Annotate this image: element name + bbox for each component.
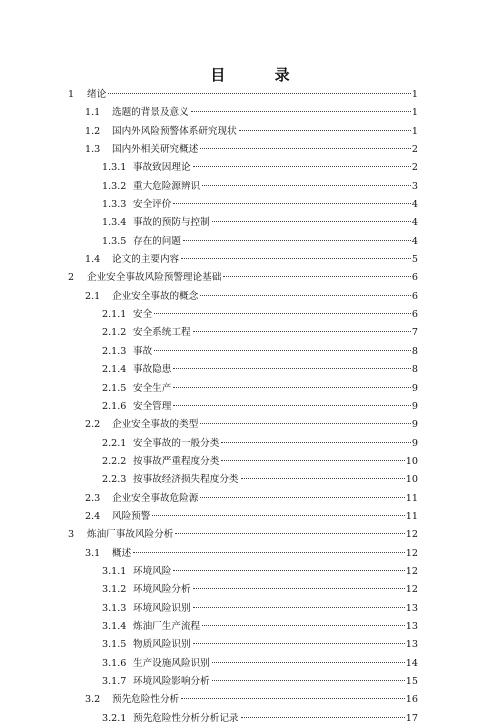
toc-entry-number: 1.4	[85, 254, 101, 266]
toc-entry-number: 3.2	[85, 694, 101, 706]
toc-entry-title: 企业安全事故风险预警理论基础	[87, 272, 222, 284]
dot-leader	[152, 515, 404, 516]
toc-entry-page-number: 9	[411, 419, 418, 431]
toc-entry-page-number: 2	[411, 144, 418, 156]
toc-entry-page-number: 11	[405, 510, 418, 522]
toc-entry-title: 预先危险性分析	[112, 694, 180, 706]
toc-entry-number: 1.3.3	[102, 199, 127, 211]
toc-entry-number: 2.1.4	[102, 364, 127, 376]
toc-entry[interactable]	[68, 710, 418, 728]
dot-leader	[193, 166, 411, 167]
toc-entry[interactable]	[68, 490, 418, 508]
toc-entry-page-number: 10	[405, 455, 418, 467]
dot-leader	[154, 350, 411, 351]
toc-entry[interactable]	[68, 581, 418, 599]
toc-entry-number: 2.2.1	[102, 437, 127, 449]
toc-entry-page-number: 17	[405, 712, 418, 724]
toc-entry[interactable]	[68, 435, 418, 453]
toc-entry[interactable]	[68, 636, 418, 654]
dot-leader	[175, 533, 404, 534]
dot-leader	[193, 607, 405, 608]
toc-entry-number: 3.1.6	[102, 657, 127, 669]
dot-leader	[193, 331, 411, 332]
toc-entry-title: 炼油厂生产流程	[133, 620, 201, 632]
toc-entry-number: 3.1.1	[102, 565, 127, 577]
dot-leader	[173, 570, 404, 571]
toc-entry-page-number: 12	[405, 565, 418, 577]
toc-entry[interactable]	[68, 159, 418, 177]
toc-entry[interactable]	[68, 618, 418, 636]
toc-entry-title: 环境风险分析	[133, 584, 191, 596]
toc-entry-title: 存在的问题	[133, 235, 181, 247]
toc-entry-page-number: 12	[405, 529, 418, 541]
toc-entry-number: 3	[68, 529, 75, 541]
toc-entry[interactable]	[68, 288, 418, 306]
toc-entry-title: 选题的背景及意义	[112, 107, 189, 119]
toc-entry-title: 企业安全事故的概念	[112, 290, 199, 302]
toc-entry-number: 2.1.5	[102, 382, 127, 394]
toc-entry-title: 事故	[133, 345, 153, 357]
toc-entry-title: 安全生产	[133, 382, 172, 394]
toc-entry-title: 论文的主要内容	[112, 254, 180, 266]
toc-entry-number: 2.1.2	[102, 327, 127, 339]
toc-entry-page-number: 2	[411, 162, 418, 174]
toc-entry[interactable]	[68, 269, 418, 287]
toc-entry[interactable]	[68, 104, 418, 122]
toc-entry[interactable]	[68, 471, 418, 489]
toc-entry-page-number: 1	[411, 89, 418, 100]
toc-entry-page-number: 1	[411, 107, 418, 119]
dot-leader	[202, 625, 405, 626]
toc-entry-title: 事故的预防与控制	[133, 217, 210, 229]
toc-entry-page-number: 3	[411, 180, 418, 192]
toc-entry-title: 安全管理	[133, 400, 172, 412]
toc-entry-title: 环境风险影响分析	[133, 676, 210, 687]
toc-entry[interactable]	[68, 324, 418, 342]
toc-entry-title: 风险预警	[112, 510, 151, 522]
toc-entry[interactable]	[68, 508, 418, 526]
toc-entry-number: 1.3.1	[102, 162, 127, 174]
toc-entry[interactable]	[68, 196, 418, 214]
toc-entry-title: 事故隐患	[133, 364, 172, 376]
toc-entry-page-number: 5	[411, 254, 418, 266]
dot-leader	[173, 405, 411, 406]
dot-leader	[193, 643, 405, 644]
toc-entry-page-number: 4	[411, 217, 418, 229]
toc-entry-title: 安全评价	[133, 199, 172, 211]
toc-entry-number: 1.3.4	[102, 217, 127, 229]
dot-leader	[200, 497, 404, 498]
toc-entry-title: 环境风险识别	[133, 602, 191, 614]
toc-entry-page-number: 8	[411, 345, 418, 357]
toc-entry[interactable]	[68, 398, 418, 416]
toc-entry-number: 1.3.5	[102, 235, 127, 247]
toc-entry-page-number: 4	[411, 199, 418, 211]
dot-leader	[108, 93, 411, 94]
dot-leader	[239, 130, 411, 131]
toc-entry-number: 3.1.5	[102, 639, 127, 651]
toc-entry-number: 3.2.1	[102, 712, 127, 724]
toc-entry-number: 1	[68, 89, 75, 100]
toc-entry[interactable]	[68, 416, 418, 434]
toc-entry[interactable]	[68, 380, 418, 398]
toc-entry-title: 企业安全事故的类型	[112, 419, 199, 431]
toc-entry-title: 安全事故的一般分类	[133, 437, 220, 449]
toc-entry[interactable]	[68, 545, 418, 563]
toc-entry-page-number: 15	[405, 676, 418, 687]
toc-entry-number: 3.1.2	[102, 584, 127, 596]
toc-entry-page-number: 16	[405, 694, 418, 706]
toc-entry-title: 物质风险识别	[133, 639, 191, 651]
dot-leader	[200, 295, 411, 296]
toc-entry-page-number: 9	[411, 437, 418, 449]
dot-leader	[221, 442, 411, 443]
toc-entry[interactable]	[68, 214, 418, 232]
dot-leader	[200, 423, 411, 424]
dot-leader	[221, 460, 404, 461]
toc-entry-number: 2.2.3	[102, 474, 127, 486]
toc-entry-number: 2.2.2	[102, 455, 127, 467]
toc-entry-number: 3.1	[85, 547, 101, 559]
dot-leader	[212, 221, 411, 222]
dot-leader	[183, 240, 411, 241]
toc-entry-title: 概述	[112, 547, 132, 559]
toc-entry-number: 2.1.1	[102, 309, 127, 321]
dot-leader	[193, 588, 405, 589]
dot-leader	[154, 313, 411, 314]
dot-leader	[202, 185, 411, 186]
toc-entry-number: 2.1	[85, 290, 101, 302]
toc-entry-number: 1.3.2	[102, 180, 127, 192]
toc-entry[interactable]	[68, 251, 418, 269]
toc-entry-number: 2.1.3	[102, 345, 127, 357]
toc-entry-title: 企业安全事故危险源	[112, 492, 199, 504]
toc-entry[interactable]	[68, 526, 418, 544]
toc-entry[interactable]	[68, 361, 418, 379]
dot-leader	[191, 111, 411, 112]
toc-entry-title: 安全	[133, 309, 153, 321]
toc-entry-title: 按事故严重程度分类	[133, 455, 220, 467]
toc-entry-title: 按事故经济损失程度分类	[133, 474, 239, 486]
toc-entry-page-number: 11	[405, 492, 418, 504]
dot-leader	[133, 552, 405, 553]
toc-entry-number: 2.2	[85, 419, 101, 431]
toc-entry-page-number: 14	[405, 657, 418, 669]
toc-entry[interactable]	[68, 86, 418, 104]
dot-leader	[223, 276, 411, 277]
toc-entry-page-number: 4	[411, 235, 418, 247]
toc-entry-page-number: 13	[405, 602, 418, 614]
dot-leader	[200, 148, 411, 149]
dot-leader	[173, 387, 411, 388]
toc-entry-page-number: 12	[405, 584, 418, 596]
toc-entry[interactable]	[68, 141, 418, 159]
table-of-contents	[68, 86, 418, 728]
dot-leader	[181, 258, 411, 259]
toc-entry-page-number: 10	[405, 474, 418, 486]
toc-entry[interactable]	[68, 233, 418, 251]
toc-entry-number: 1.1	[85, 107, 101, 119]
toc-entry-title: 环境风险	[133, 565, 172, 577]
toc-entry[interactable]	[68, 655, 418, 673]
toc-entry-title: 重大危险源辨识	[133, 180, 201, 192]
toc-entry-number: 3.1.3	[102, 602, 127, 614]
dot-leader	[241, 717, 405, 718]
toc-entry-number: 3.1.7	[102, 676, 127, 687]
toc-entry-page-number: 9	[411, 382, 418, 394]
toc-entry-number: 2.1.6	[102, 400, 127, 412]
toc-entry-page-number: 8	[411, 364, 418, 376]
toc-title: 目 录	[210, 66, 312, 84]
dot-leader	[173, 368, 411, 369]
toc-entry[interactable]	[68, 178, 418, 196]
toc-entry-page-number: 7	[411, 327, 418, 339]
toc-entry-number: 2.4	[85, 510, 101, 522]
toc-entry[interactable]	[68, 673, 418, 691]
toc-entry[interactable]	[68, 563, 418, 581]
toc-entry-page-number: 13	[405, 620, 418, 632]
toc-entry-number: 1.2	[85, 125, 101, 137]
toc-entry-page-number: 9	[411, 400, 418, 412]
toc-entry-title: 安全系统工程	[133, 327, 191, 339]
toc-entry-page-number: 12	[405, 547, 418, 559]
dot-leader	[212, 662, 405, 663]
dot-leader	[241, 478, 405, 479]
toc-entry-title: 绪论	[87, 89, 107, 100]
toc-entry-title: 预先危险性分析分析记录	[133, 712, 239, 724]
toc-entry-title: 国内外风险预警体系研究现状	[112, 125, 237, 137]
toc-entry[interactable]	[68, 306, 418, 324]
toc-entry-number: 1.3	[85, 144, 101, 156]
dot-leader	[173, 203, 411, 204]
toc-entry-number: 3.1.4	[102, 620, 127, 632]
toc-entry-number: 2	[68, 272, 75, 284]
dot-leader	[212, 680, 405, 681]
toc-entry-title: 生产设施风险识别	[133, 657, 210, 669]
toc-entry-title: 国内外相关研究概述	[112, 144, 199, 156]
toc-entry-page-number: 1	[411, 125, 418, 137]
toc-entry[interactable]	[68, 453, 418, 471]
toc-entry[interactable]	[68, 123, 418, 141]
toc-entry-title: 炼油厂事故风险分析	[87, 529, 174, 541]
dot-leader	[181, 698, 405, 699]
toc-entry[interactable]	[68, 343, 418, 361]
toc-entry-number: 2.3	[85, 492, 101, 504]
toc-entry-page-number: 6	[411, 309, 418, 321]
toc-entry-title: 事故致因理论	[133, 162, 191, 174]
toc-entry[interactable]	[68, 600, 418, 618]
toc-entry-page-number: 6	[411, 272, 418, 284]
toc-entry-page-number: 13	[405, 639, 418, 651]
toc-entry-page-number: 6	[411, 290, 418, 302]
